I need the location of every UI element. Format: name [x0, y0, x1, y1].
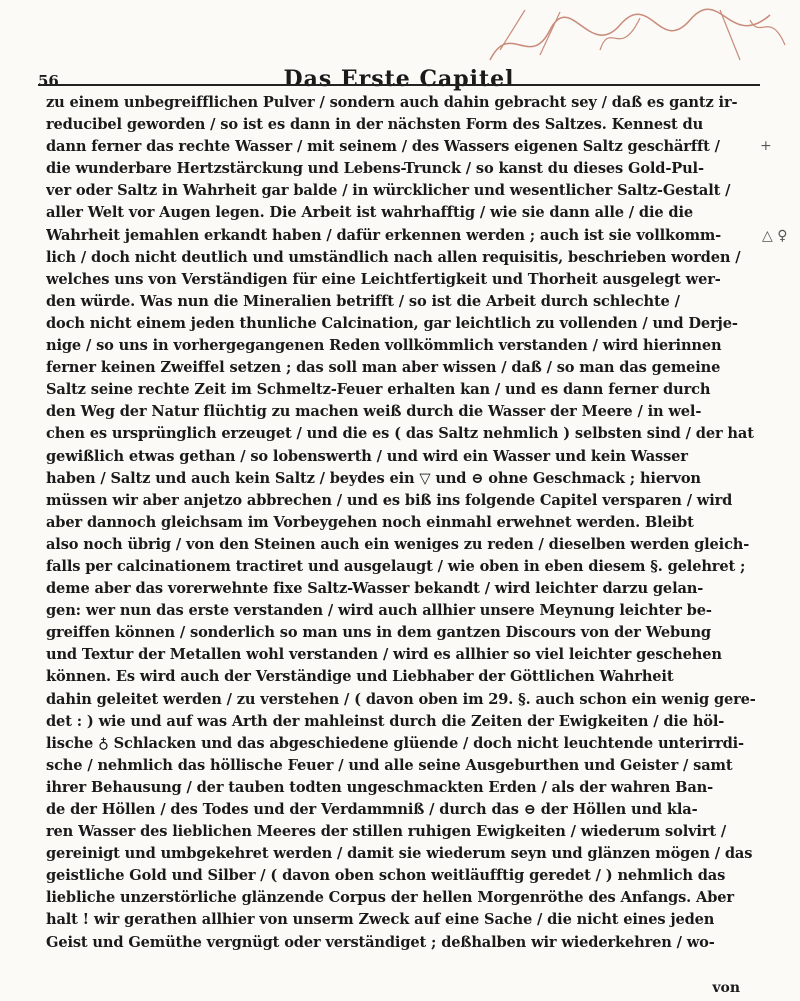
- text-line: halt ! wir gerathen allhier von unserm Zweck auf eine Sache / die nicht eines jeden: [46, 911, 715, 929]
- text-line: sche / nehmlich das höllische Feuer / und alle seine Ausgeburthen und Geister / samt: [46, 756, 733, 774]
- text-line: ren Wasser des lieblichen Meeres der stillen ruhigen Ewigkeiten / wiederum solvirt /: [46, 823, 727, 841]
- text-line: de der Höllen / des Todes und der Verdammniß / durch das ⊖ der Höllen und kla-: [46, 801, 698, 818]
- header-rule: [38, 84, 760, 86]
- margin-mark: △ ♀: [762, 228, 788, 244]
- text-line: doch nicht einem jeden thunliche Calcination, gar leichtlich zu vollenden / und Derje-: [46, 314, 738, 332]
- running-title: Das Erste Capitel: [283, 66, 515, 92]
- text-line: greiffen können / sonderlich so man uns in dem gantzen Discours von der Webung: [46, 624, 711, 642]
- text-line: ver oder Saltz in Wahrheit gar balde / in würcklicher und wesentlicher Saltz-Gestalt /: [46, 182, 731, 200]
- text-line: falls per calcinationem tractiret und ausgelaugt / wie oben in eben diesem §. gelehret ;: [46, 557, 746, 575]
- text-line: gewißlich etwas gethan / so lobenswerth / und wird ein Wasser und kein Wasser: [46, 447, 688, 465]
- page-number: 56: [38, 72, 59, 90]
- text-line: det : ) wie und auf was Arth der mahleinst durch die Zeiten der Ewigkeiten / die höl-: [46, 712, 725, 730]
- text-line: können. Es wird auch der Verständige und Liebhaber der Göttlichen Wahrheit: [46, 668, 674, 686]
- body-text: [46, 92, 758, 954]
- text-line: Geist und Gemüthe vergnügt oder verständiget ; deßhalben wir wiederkehren / wo-: [46, 933, 715, 951]
- text-line: zu einem unbegreifflichen Pulver / sondern auch dahin gebracht sey / daß es gantz ir-: [46, 94, 738, 111]
- text-line: welches uns von Verständigen für eine Leichtfertigkeit und Thorheit ausgelegt wer-: [46, 270, 721, 288]
- margin-mark: +: [760, 138, 772, 154]
- text-line: nige / so uns in vorhergegangenen Reden vollkömmlich verstanden / wird hierinnen: [46, 337, 722, 355]
- text-line: gen: wer nun das erste verstanden / wird auch allhier unsere Meynung leichter be-: [46, 602, 712, 620]
- text-line: deme aber das vorerwehnte fixe Saltz-Wasser bekandt / wird leichter darzu gelan-: [46, 580, 704, 598]
- text-line: haben / Saltz und auch kein Saltz / beydes ein ▽ und ⊖ ohne Geschmack ; hiervon: [46, 469, 701, 487]
- text-line: aber dannoch gleichsam im Vorbeygehen noch einmahl erwehnet werden. Bleibt: [46, 513, 694, 531]
- catchword: von: [712, 980, 740, 996]
- text-line: lich / doch nicht deutlich und umständlich nach allen requisitis, beschrieben worden /: [46, 248, 741, 266]
- text-line: dahin geleitet werden / zu verstehen / ( davon oben im 29. §. auch schon ein wenig gere-: [46, 690, 756, 708]
- text-line: aller Welt vor Augen legen. Die Arbeit ist wahrhafftig / wie sie dann alle / die die: [46, 204, 693, 222]
- text-line: müssen wir aber anjetzo abbrechen / und es biß ins folgende Capitel versparen / wird: [46, 491, 733, 509]
- text-line: chen es ursprünglich erzeuget / und die es ( das Saltz nehmlich ) selbsten sind / der hat: [46, 425, 754, 443]
- page-header: [38, 14, 760, 92]
- text-line: Wahrheit jemahlen erkandt haben / dafür erkennen werden ; auch ist sie vollkomm-: [46, 226, 722, 244]
- text-line: und Textur der Metallen wohl verstanden / wird es allhier so viel leichter geschehen: [46, 646, 722, 664]
- text-line: Saltz seine rechte Zeit im Schmeltz-Feuer erhalten kan / und es dann ferner durch: [46, 381, 711, 399]
- text-line: lische ♁ Schlacken und das abgeschiedene glüende / doch nicht leuchtende unterirrdi-: [46, 734, 744, 752]
- text-line: ihrer Behausung / der tauben todten ungeschmackten Erden / als der wahren Ban-: [46, 778, 714, 796]
- text-line: geistliche Gold und Silber / ( davon oben schon weitläufftig geredet / ) nehmlich das: [46, 867, 726, 885]
- text-line: gereinigt und umbgekehret werden / damit sie wiederum seyn und glänzen mögen / das: [46, 845, 753, 863]
- text-line: den Weg der Natur flüchtig zu machen weiß durch die Wasser der Meere / in wel-: [46, 403, 702, 421]
- text-line: reducibel geworden / so ist es dann in der nächsten Form des Saltzes. Kennest du: [46, 116, 704, 134]
- text-line: liebliche unzerstörliche glänzende Corpus der hellen Morgenröthe des Anfangs. Aber: [46, 889, 734, 907]
- text-line: die wunderbare Hertzstärckung und Lebens-Trunck / so kanst du dieses Gold-Pul-: [46, 160, 704, 178]
- text-line: dann ferner das rechte Wasser / mit seinem / des Wassers eigenen Saltz geschärfft /: [46, 138, 720, 156]
- text-line: ferner keinen Zweiffel setzen ; das soll man aber wissen / daß / so man das gemeine: [46, 359, 721, 377]
- text-line: den würde. Was nun die Mineralien betrifft / so ist die Arbeit durch schlechte /: [46, 292, 680, 310]
- text-line: also noch übrig / von den Steinen auch ein weniges zu reden / dieselben werden gleich-: [46, 535, 750, 553]
